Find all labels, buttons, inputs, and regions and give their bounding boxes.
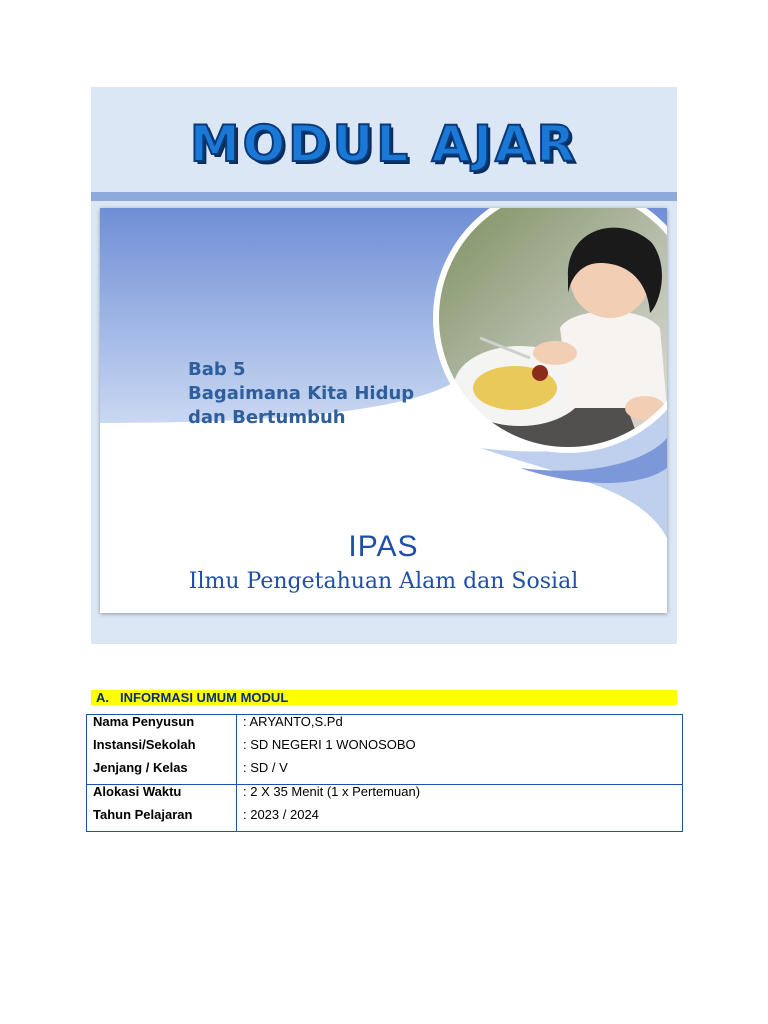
table-row [87,715,683,785]
value-alokasi-waktu: : 2 X 35 Menit (1 x Pertemuan) [243,784,421,799]
chapter-title-line-2: dan Bertumbuh [188,407,346,428]
label-instansi: Instansi/Sekolah [93,737,196,752]
value-tahun-pelajaran: : 2023 / 2024 [243,807,319,822]
cover [91,87,677,644]
value-instansi: : SD NEGERI 1 WONOSOBO [243,737,416,752]
value-cell [237,715,683,785]
book-cover-image [100,208,667,613]
table-row [87,785,683,832]
value-cell [237,785,683,832]
subject-code: IPAS [348,530,419,563]
subject-full-name: Ilmu Pengetahuan Alam dan Sosial [188,569,579,594]
section-header [91,690,677,705]
section-title: INFORMASI UMUM MODUL [120,690,289,705]
value-nama-penyusun: : ARYANTO,S.Pd [243,714,343,729]
value-jenjang: : SD / V [243,760,288,775]
label-cell [87,785,237,832]
info-table [86,714,683,832]
label-cell [87,715,237,785]
section-letter: A. [96,690,109,705]
label-tahun-pelajaran: Tahun Pelajaran [93,807,193,822]
chapter-number: Bab 5 [188,359,246,380]
label-jenjang: Jenjang / Kelas [93,760,188,775]
cover-divider [91,192,677,201]
label-alokasi-waktu: Alokasi Waktu [93,784,182,799]
chapter-title [188,358,414,430]
label-nama-penyusun: Nama Penyusun [93,714,195,729]
cover-title: MODUL AJAR [189,115,579,173]
chapter-title-line-1: Bagaimana Kita Hidup [188,383,415,404]
